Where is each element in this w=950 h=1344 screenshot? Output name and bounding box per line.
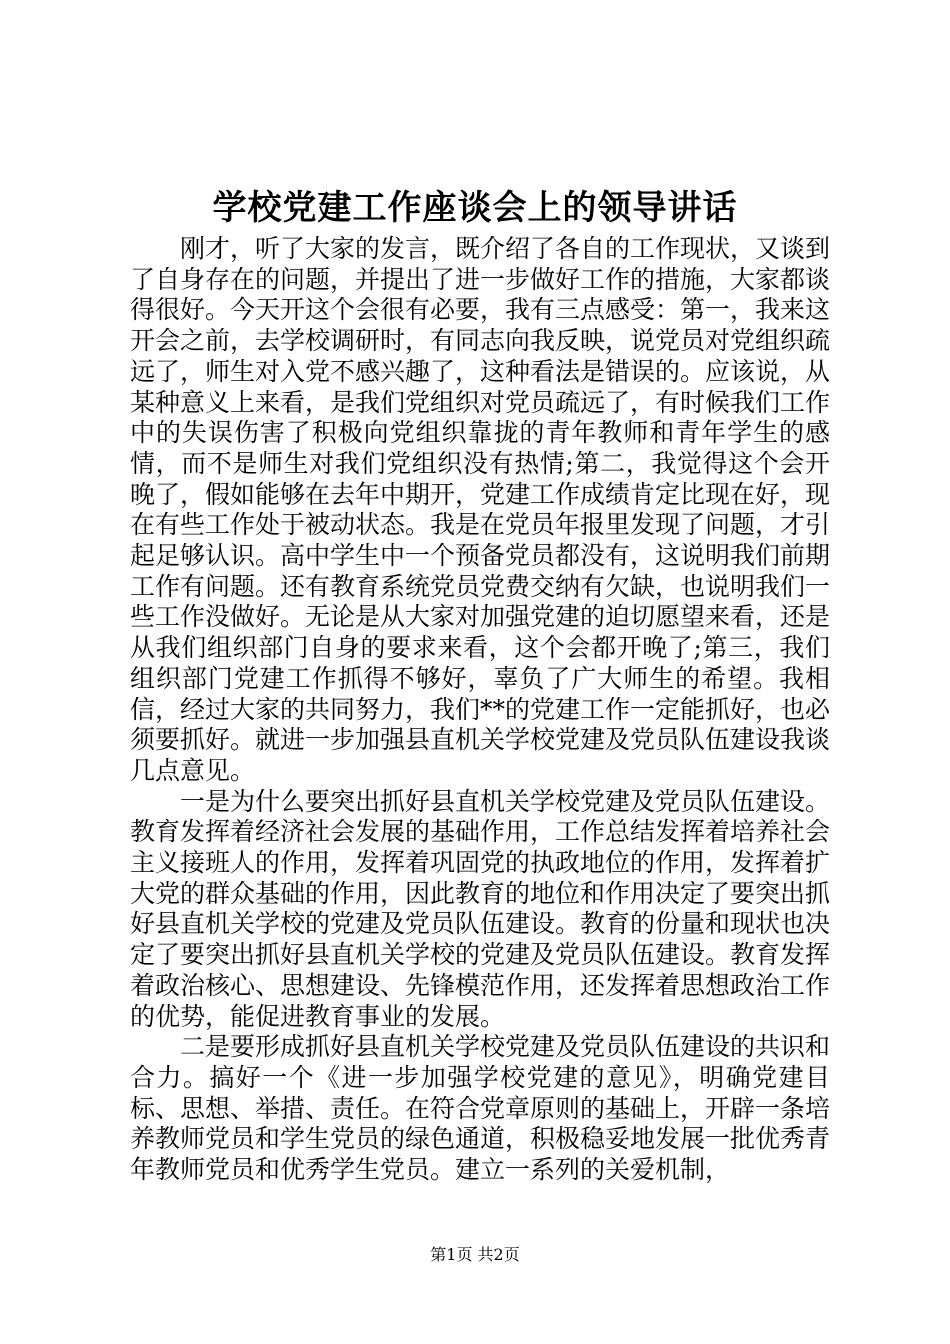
document-title: 学校党建工作座谈会上的领导讲话 xyxy=(212,188,738,228)
paragraph-1: 刚才，听了大家的发言，既介绍了各自的工作现状，又谈到了自身存在的问题，并提出了进一步做好工作的措施，大家都谈得很好。今天开这个会很有必要，我有三点感受：第一，我来这开会之前，去学校调研时，有同志向我反映，说党员对党组织疏远了，师生对入党不感兴趣了，这种看法是错误的。应该说，从某种意义上来看，是我们党组织对党员疏远了，有时候我们工作中的失误伤害了积极向党组织靠拢的青年教师和青年学生的感情，而不是师生对我们党组织没有热情;第二，我觉得这个会开晚了，假如能够在去年中期开，党建工作成绩肯定比现在好，现在有些工作处于被动状态。我是在党员年报里发现了问题，才引起足够认识。高中学生中一个预备党员都没有，这说明我们前期工作有问题。还有教育系统党员党费交纳有欠缺，也说明我们一些工作没做好。无论是从大家对加强党建的迫切愿望来看，还是从我们组织部门自身的要求来看，这个会都开晚了;第三，我们组织部门党建工作抓得不够好，辜负了广大师生的希望。我相信，经过大家的共同努力，我们**的党建工作一定能抓好，也必须要抓好。就进一步加强县直机关学校党建及党员队伍建设我谈几点意见。 xyxy=(130,234,831,785)
paragraph-3: 二是要形成抓好县直机关学校党建及党员队伍建设的共识和合力。搞好一个《进一步加强学校党建的意见》，明确党建目标、思想、举措、责任。在符合党章原则的基础上，开辟一条培养教师党员和学生党员的绿色通道，积极稳妥地发展一批优秀青年教师党员和优秀学生党员。建立一系列的关爱机制， xyxy=(130,1032,831,1185)
page-footer: 第1页 共2页 xyxy=(430,1245,520,1264)
document-body xyxy=(130,234,830,1186)
paragraph-2: 一是为什么要突出抓好县直机关学校党建及党员队伍建设。教育发挥着经济社会发展的基础作用，工作总结发挥着培养社会主义接班人的作用，发挥着巩固党的执政地位的作用，发挥着扩大党的群众基础的作用，因此教育的地位和作用决定了要突出抓好县直机关学校的党建及党员队伍建设。教育的份量和现状也决定了要突出抓好县直机关学校的党建及党员队伍建设。教育发挥着政治核心、思想建设、先锋模范作用，还发挥着思想政治工作的优势，能促进教育事业的发展。 xyxy=(130,786,831,1031)
